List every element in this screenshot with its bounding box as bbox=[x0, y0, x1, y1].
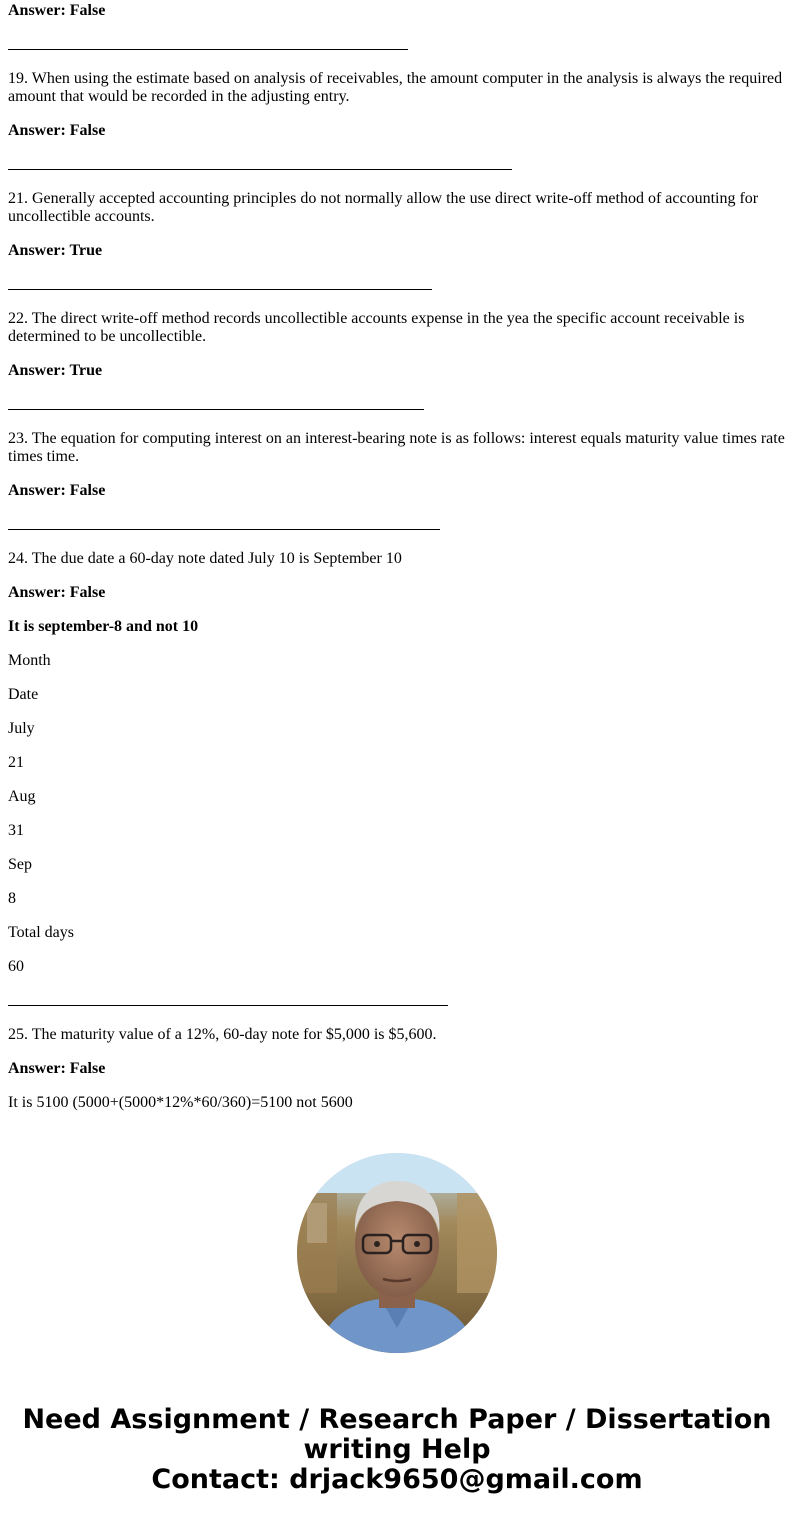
answer-22: Answer: True bbox=[8, 362, 103, 379]
divider bbox=[8, 529, 440, 530]
table-cell: 31 bbox=[8, 822, 24, 839]
table-cell: Date bbox=[8, 686, 39, 703]
answer-24: Answer: False bbox=[8, 584, 106, 601]
answer-text: Answer: False bbox=[8, 2, 106, 19]
answer-23: Answer: False bbox=[8, 482, 106, 499]
table-cell: Month bbox=[8, 652, 51, 669]
divider bbox=[8, 169, 512, 170]
contact-line: Contact: drjack9650@gmail.com bbox=[151, 1464, 643, 1495]
question-19: 19. When using the estimate based on analysis of receivables, the amount computer in the analysis is always the required amount that would be recorded in the adjusting entry. bbox=[8, 70, 783, 105]
divider bbox=[8, 49, 408, 50]
table-cell: 21 bbox=[8, 754, 24, 771]
table-cell: Aug bbox=[8, 788, 36, 805]
promo-heading: Need Assignment / Research Paper / Dissertation bbox=[22, 1404, 772, 1435]
promo-heading: writing Help bbox=[303, 1434, 491, 1465]
author-photo bbox=[297, 1153, 497, 1353]
explanation-25: It is 5100 (5000+(5000*12%*60/360)=5100 not 5600 bbox=[8, 1094, 353, 1111]
question-22: 22. The direct write-off method records uncollectible accounts expense in the yea the specific account receivable is determined to be uncollectible. bbox=[8, 310, 745, 345]
divider bbox=[8, 289, 432, 290]
question-23: 23. The equation for computing interest on an interest-bearing note is as follows: interest equals maturity value times rate times time. bbox=[8, 430, 785, 465]
answer-note-24: It is september-8 and not 10 bbox=[8, 618, 199, 635]
table-cell: July bbox=[8, 720, 35, 737]
table-cell: 8 bbox=[8, 890, 16, 907]
answer-19: Answer: False bbox=[8, 122, 106, 139]
question-25: 25. The maturity value of a 12%, 60-day note for $5,000 is $5,600. bbox=[8, 1026, 437, 1043]
table-cell: 60 bbox=[8, 958, 24, 975]
answer-25: Answer: False bbox=[8, 1060, 106, 1077]
answer-21: Answer: True bbox=[8, 242, 103, 259]
table-cell: Sep bbox=[8, 856, 32, 873]
question-21: 21. Generally accepted accounting principles do not normally allow the use direct write-off method of accounting for uncollectible accounts. bbox=[8, 190, 759, 225]
divider bbox=[8, 1005, 448, 1006]
table-cell: Total days bbox=[8, 924, 74, 941]
question-24: 24. The due date a 60-day note dated July 10 is September 10 bbox=[8, 550, 402, 567]
divider bbox=[8, 409, 424, 410]
